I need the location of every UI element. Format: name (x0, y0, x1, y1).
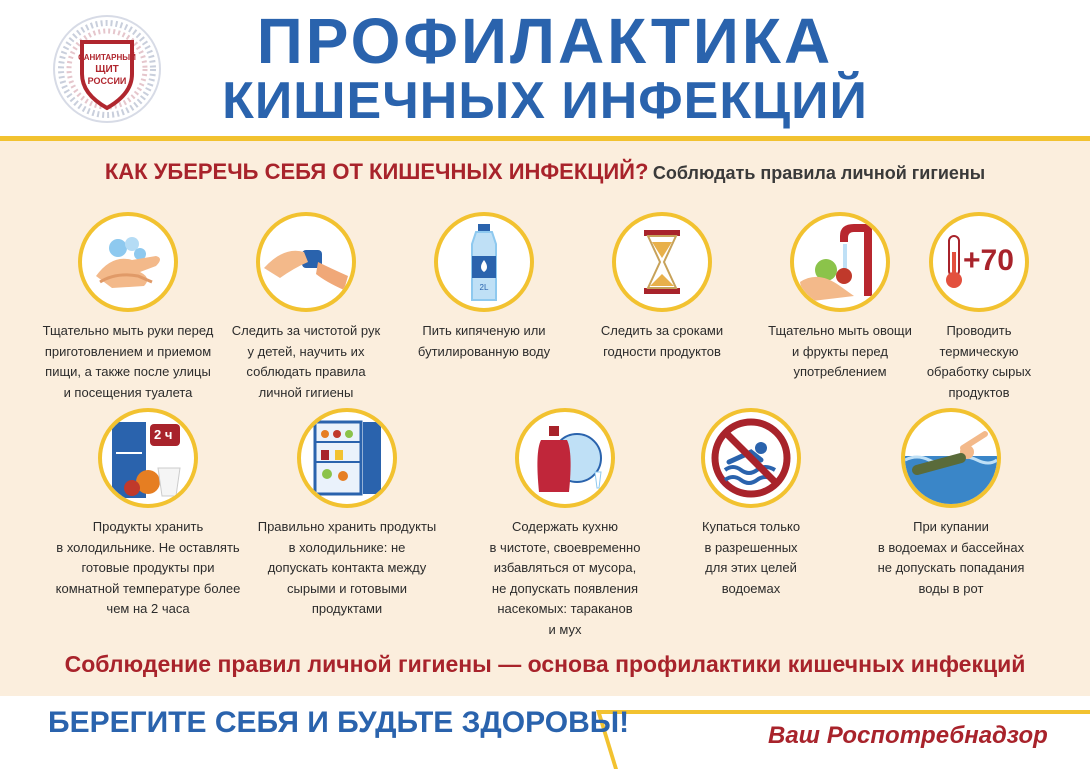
tip-text: Правильно хранить продукты в холодильнике: не допускать контакта между сырыми и готовыми продуктами (257, 519, 437, 616)
clean-kitchen-icon (515, 408, 615, 508)
tip-item (567, 212, 757, 362)
tip-text: Проводить термическую обработку сырых продуктов (926, 323, 1032, 400)
tip-text: При купании в водоемах и бассейнах не допускать попадания воды в рот (877, 519, 1025, 596)
svg-text:ЩИТ: ЩИТ (95, 64, 119, 75)
child-hands-icon (256, 212, 356, 312)
svg-text:РОССИИ: РОССИИ (87, 76, 127, 86)
temperature-badge: +70 (963, 244, 1014, 277)
handwash-icon (78, 212, 178, 312)
tip-text: Содержать кухню в чистоте, своевременно избавляться от мусора, не допускать появления насекомых: тараканов и мух (489, 519, 641, 637)
svg-text:2L: 2L (479, 283, 489, 292)
page-title-line2: КИШЕЧНЫХ ИНФЕКЦИЙ (222, 72, 868, 130)
tip-item (470, 408, 660, 640)
hourglass-icon (612, 212, 712, 312)
thermometer-icon (929, 212, 1029, 312)
open-fridge-icon (297, 408, 397, 508)
question-row (0, 159, 1090, 185)
slogan: БЕРЕГИТЕ СЕБЯ И БУДЬТЕ ЗДОРОВЫ! (48, 706, 630, 739)
question-answer: Соблюдать правила личной гигиены (652, 163, 986, 183)
no-swimming-icon (701, 408, 801, 508)
tip-item (48, 408, 248, 620)
tip-text: Тщательно мыть овощи и фрукты перед употреблением (768, 323, 912, 379)
time-badge: 2 ч (154, 427, 173, 442)
tip-item (389, 212, 579, 362)
tip-text: Следить за чистотой рук у детей, научить их соблюдать правила личной гигиены (231, 323, 381, 400)
water-bottle-icon (434, 212, 534, 312)
signature: Ваш Роспотребнадзор (768, 722, 1048, 749)
tip-text: Тщательно мыть руки перед приготовлением и приемом пищи, а также после улицы и посещения туалета (42, 323, 214, 400)
tip-item (33, 212, 223, 403)
svg-text:САНИТАРНЫЙ: САНИТАРНЫЙ (78, 53, 136, 62)
wash-fruit-icon (790, 212, 890, 312)
tip-text: Следить за сроками годности продуктов (600, 323, 724, 359)
header (0, 0, 1090, 137)
tip-item (211, 212, 401, 403)
swimmer-icon (901, 408, 1001, 508)
tip-item (851, 408, 1051, 599)
principle-statement: Соблюдение правил личной гигиены — основа профилактики кишечных инфекций (64, 651, 1026, 677)
question-heading: КАК УБЕРЕЧЬ СЕБЯ ОТ КИШЕЧНЫХ ИНФЕКЦИЙ? (104, 159, 649, 184)
main-panel (0, 141, 1090, 696)
tip-text: Продукты хранить в холодильнике. Не оставлять готовые продукты при комнатной температуре более чем на 2 часа (55, 519, 241, 616)
tip-item (661, 408, 841, 599)
tip-item (247, 408, 447, 620)
fridge-icon (98, 408, 198, 508)
tip-text: Купаться только в разрешенных для этих целей водоемах (701, 519, 801, 596)
tip-item (899, 212, 1059, 403)
tip-text: Пить кипяченую или бутилированную воду (417, 323, 551, 359)
page-title-line1: ПРОФИЛАКТИКА (256, 5, 834, 77)
